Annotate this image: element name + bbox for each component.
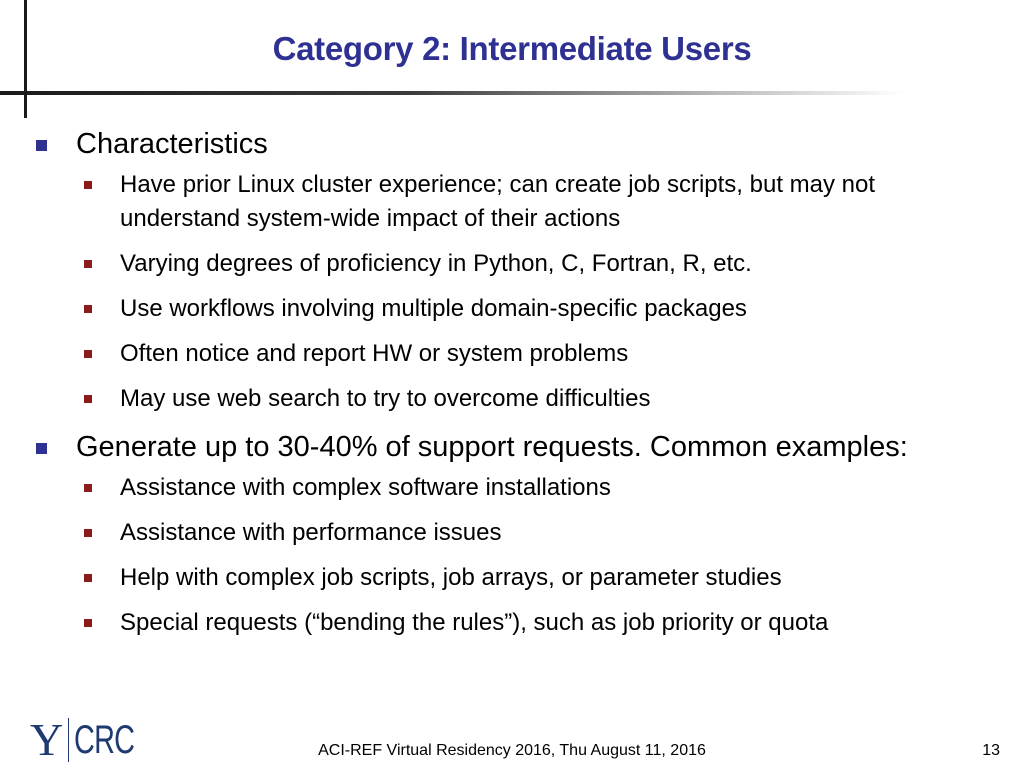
square-bullet-icon: [84, 484, 92, 492]
decorative-horizontal-line: [0, 91, 905, 95]
footer-text: ACI-REF Virtual Residency 2016, Thu August 11, 2016: [318, 742, 706, 759]
logo-crc-text: CRC: [74, 718, 135, 762]
sub-bullet: [36, 168, 996, 236]
sub-bullet-text: Assistance with complex software installations: [120, 474, 611, 501]
square-bullet-icon: [84, 395, 92, 403]
sub-bullet-text: Have prior Linux cluster experience; can create job scripts, but may not understand system-wide impact of their actions: [120, 171, 876, 232]
sub-bullet-text: Varying degrees of proficiency in Python, C, Fortran, R, etc.: [120, 250, 752, 277]
sub-bullet-text: Often notice and report HW or system problems: [120, 340, 629, 367]
sub-bullet-text: May use web search to try to overcome difficulties: [120, 385, 651, 412]
bullet-text: Generate up to 30-40% of support requests. Common examples:: [76, 431, 908, 463]
square-bullet-icon: [84, 305, 92, 313]
bullet-characteristics: [36, 124, 996, 164]
sub-bullet: [36, 247, 996, 281]
slide-title: Category 2: Intermediate Users: [272, 30, 752, 67]
page-number: 13: [982, 742, 1000, 759]
sub-bullet-text: Help with complex job scripts, job arrays, or parameter studies: [120, 564, 782, 591]
bullet-text: Characteristics: [76, 128, 268, 160]
sub-bullet-text: Assistance with performance issues: [120, 519, 502, 546]
logo-y-letter: Y: [30, 714, 64, 765]
square-bullet-icon: [84, 260, 92, 268]
bullet-support-requests: [36, 427, 996, 467]
sub-bullet: [36, 292, 996, 326]
square-bullet-icon: [84, 619, 92, 627]
sub-bullet: [36, 382, 996, 416]
square-bullet-icon: [84, 181, 92, 189]
sub-bullet-text: Use workflows involving multiple domain-specific packages: [120, 295, 747, 322]
sub-bullet-text: Special requests (“bending the rules”), such as job priority or quota: [120, 609, 829, 636]
sub-bullet: [36, 561, 996, 595]
square-bullet-icon: [36, 140, 47, 151]
square-bullet-icon: [84, 350, 92, 358]
sub-bullet: [36, 606, 996, 640]
sub-bullet: [36, 471, 996, 505]
slide-content: [36, 124, 996, 651]
square-bullet-icon: [36, 443, 47, 454]
square-bullet-icon: [84, 574, 92, 582]
square-bullet-icon: [84, 529, 92, 537]
sub-bullet: [36, 516, 996, 550]
sub-bullet: [36, 337, 996, 371]
